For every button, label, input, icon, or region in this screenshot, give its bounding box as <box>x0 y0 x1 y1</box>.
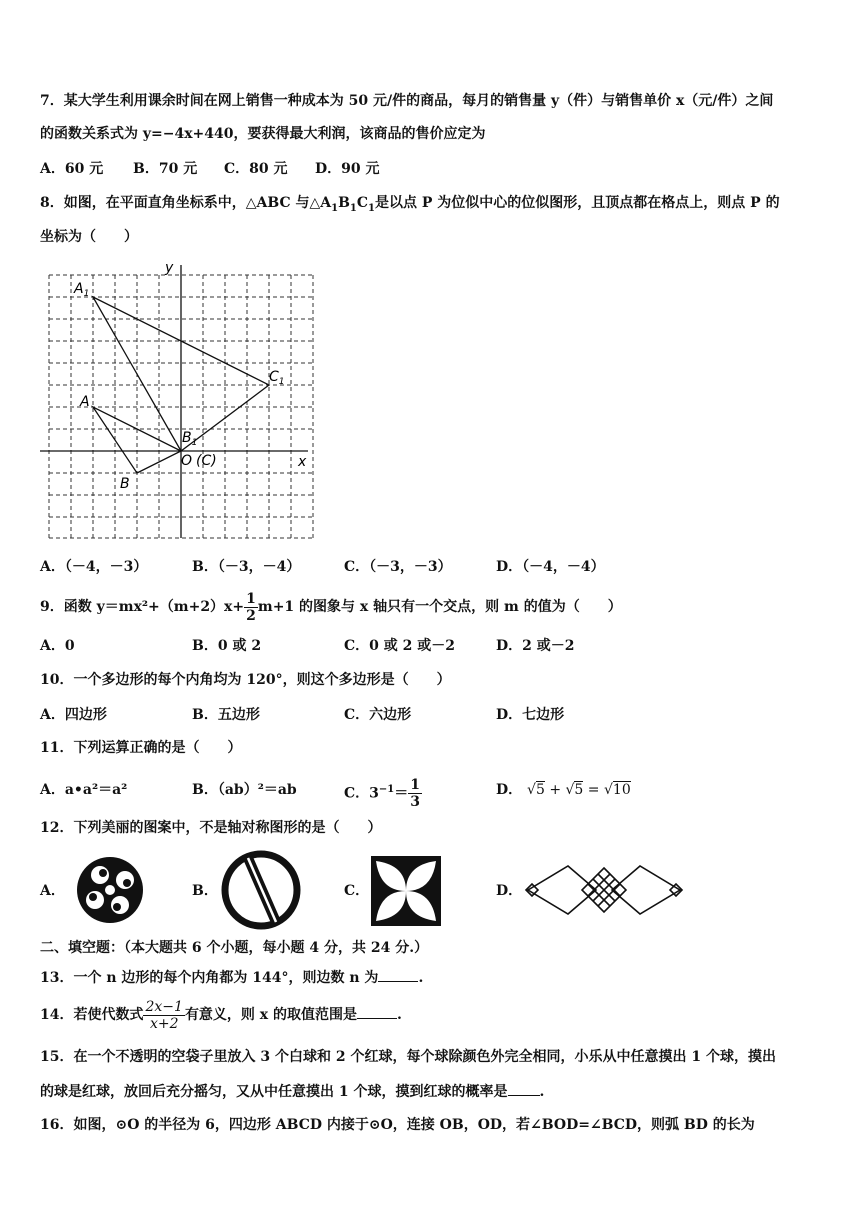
q12-label-c: C． <box>344 883 370 899</box>
q10-option-c: C．六边形 <box>344 707 412 723</box>
q7-option-a: A．60 元 <box>40 161 104 177</box>
sqrt-icon: √ <box>603 782 613 798</box>
label-o: O <box>181 453 193 469</box>
q12-line: 12．下列美丽的图案中，不是轴对称图形的是（ ） <box>40 820 382 836</box>
q16-line: 16．如图，⊙O 的半径为 6，四边形 ABCD 内接于⊙O，连接 OB，OD，若∠BOD=∠BCD，则弧 BD 的长为 <box>40 1117 755 1133</box>
q10-line: 10．一个多边形的每个内角均为 120°，则这个多边形是（ ） <box>40 672 451 688</box>
q12-figure-b-circle-slash-icon <box>218 849 304 931</box>
label-c: (C) <box>196 453 217 469</box>
q12-figure-c-petals-icon <box>370 855 442 927</box>
q9-option-a: A．0 <box>40 638 75 654</box>
label-b: B <box>120 476 130 492</box>
label-c1: $C_1$ <box>269 369 285 387</box>
q9-option-b: B．0 或 2 <box>192 638 262 654</box>
q9-line: 9．函数 y＝mx²+（m+2）x+ $\frac{1}{2}$ m+1 的图象与 x 轴只有一个交点，则 m 的值为（ ） <box>40 590 622 624</box>
label-a: A <box>80 394 90 410</box>
q7-line2: 的函数关系式为 y=−4x+440，要获得最大利润，该商品的售价应定为 <box>40 126 486 142</box>
q11-c-fraction: $\frac{1}{3}$ <box>410 777 420 811</box>
q12-figure-d-knot-icon <box>524 858 684 922</box>
section-2-heading: 二、填空题：（本大题共 6 个小题，每小题 4 分，共 24 分.） <box>40 940 429 956</box>
sqrt-icon: √ <box>565 782 575 798</box>
q7-option-d: D．90 元 <box>315 161 380 177</box>
q8-line2: 坐标为（ ） <box>40 229 138 245</box>
label-x-axis: x <box>298 454 307 470</box>
q8-option-c: C．（－3，－3） <box>344 559 452 575</box>
q9-fraction: $\frac{1}{2}$ <box>246 590 256 624</box>
q9-option-d: D．2 或－2 <box>496 638 575 654</box>
q11-option-d: D． √5 + √5 = √10 <box>496 782 631 798</box>
q8-option-a: A．（－4，－3） <box>40 559 148 575</box>
q11-option-b: B．（ab）²＝ab <box>192 782 297 798</box>
q15-line1: 15．在一个不透明的空袋子里放入 3 个白球和 2 个红球，每个球除颜色外完全相同，小乐从中任意摸出 1 个球，摸出 <box>40 1049 776 1065</box>
q11-option-c: C．$3^{-1}=$ $\frac{1}{3}$ <box>344 777 420 811</box>
q10-option-d: D．七边形 <box>496 707 565 723</box>
q7-option-b: B．70 元 <box>133 161 198 177</box>
q14-answer-blank[interactable] <box>357 1004 397 1019</box>
q14-line: 14．若使代数式 $\frac{2x-1}{x+2}$ 有意义，则 x 的取值范围是 . <box>40 998 402 1032</box>
q8-option-d: D．（－4，－4） <box>496 559 605 575</box>
q7-option-c: C．80 元 <box>224 161 288 177</box>
q7-line1: 7．某大学生利用课余时间在网上销售一种成本为 50 元/件的商品，每月的销售量 y（件）与销售单价 x（元/件）之间 <box>40 93 774 109</box>
q12-figure-a-swirl-icon <box>70 854 150 926</box>
q12-label-d: D． <box>496 883 523 899</box>
q13-answer-blank[interactable] <box>378 967 418 982</box>
q11-line: 11．下列运算正确的是（ ） <box>40 740 242 756</box>
q15-line2: 的球是红球，放回后充分摇匀，又从中任意摸出 1 个球，摸到红球的概率是 . <box>40 1081 544 1102</box>
q13-line: 13．一个 n 边形的每个内角都为 144°，则边数 n 为 . <box>40 967 423 988</box>
label-b1: $B_1$ <box>182 430 198 448</box>
q10-option-a: A．四边形 <box>40 707 107 723</box>
q14-fraction: $\frac{2x-1}{x+2}$ <box>145 998 183 1032</box>
q8-line1: 8．如图，在平面直角坐标系中，△ABC 与$\triangle A_1B_1C_1$是以点 P 为位似中心的位似图形，且顶点都在格点上，则点 P 的 <box>40 195 780 214</box>
sqrt-icon: √ <box>527 782 536 798</box>
q15-answer-blank[interactable] <box>508 1081 540 1096</box>
q11-option-a: A．a•a²＝a² <box>40 782 128 798</box>
q8-option-b: B．（－3，－4） <box>192 559 301 575</box>
q10-option-b: B．五边形 <box>192 707 260 723</box>
q12-label-a: A． <box>40 883 65 899</box>
q9-option-c: C．0 或 2 或－2 <box>344 638 455 654</box>
label-a1: $A_1$ <box>74 281 90 299</box>
label-y-axis: y <box>165 262 174 276</box>
q8-coordinate-graph <box>40 262 330 547</box>
q12-label-b: B． <box>192 883 218 899</box>
